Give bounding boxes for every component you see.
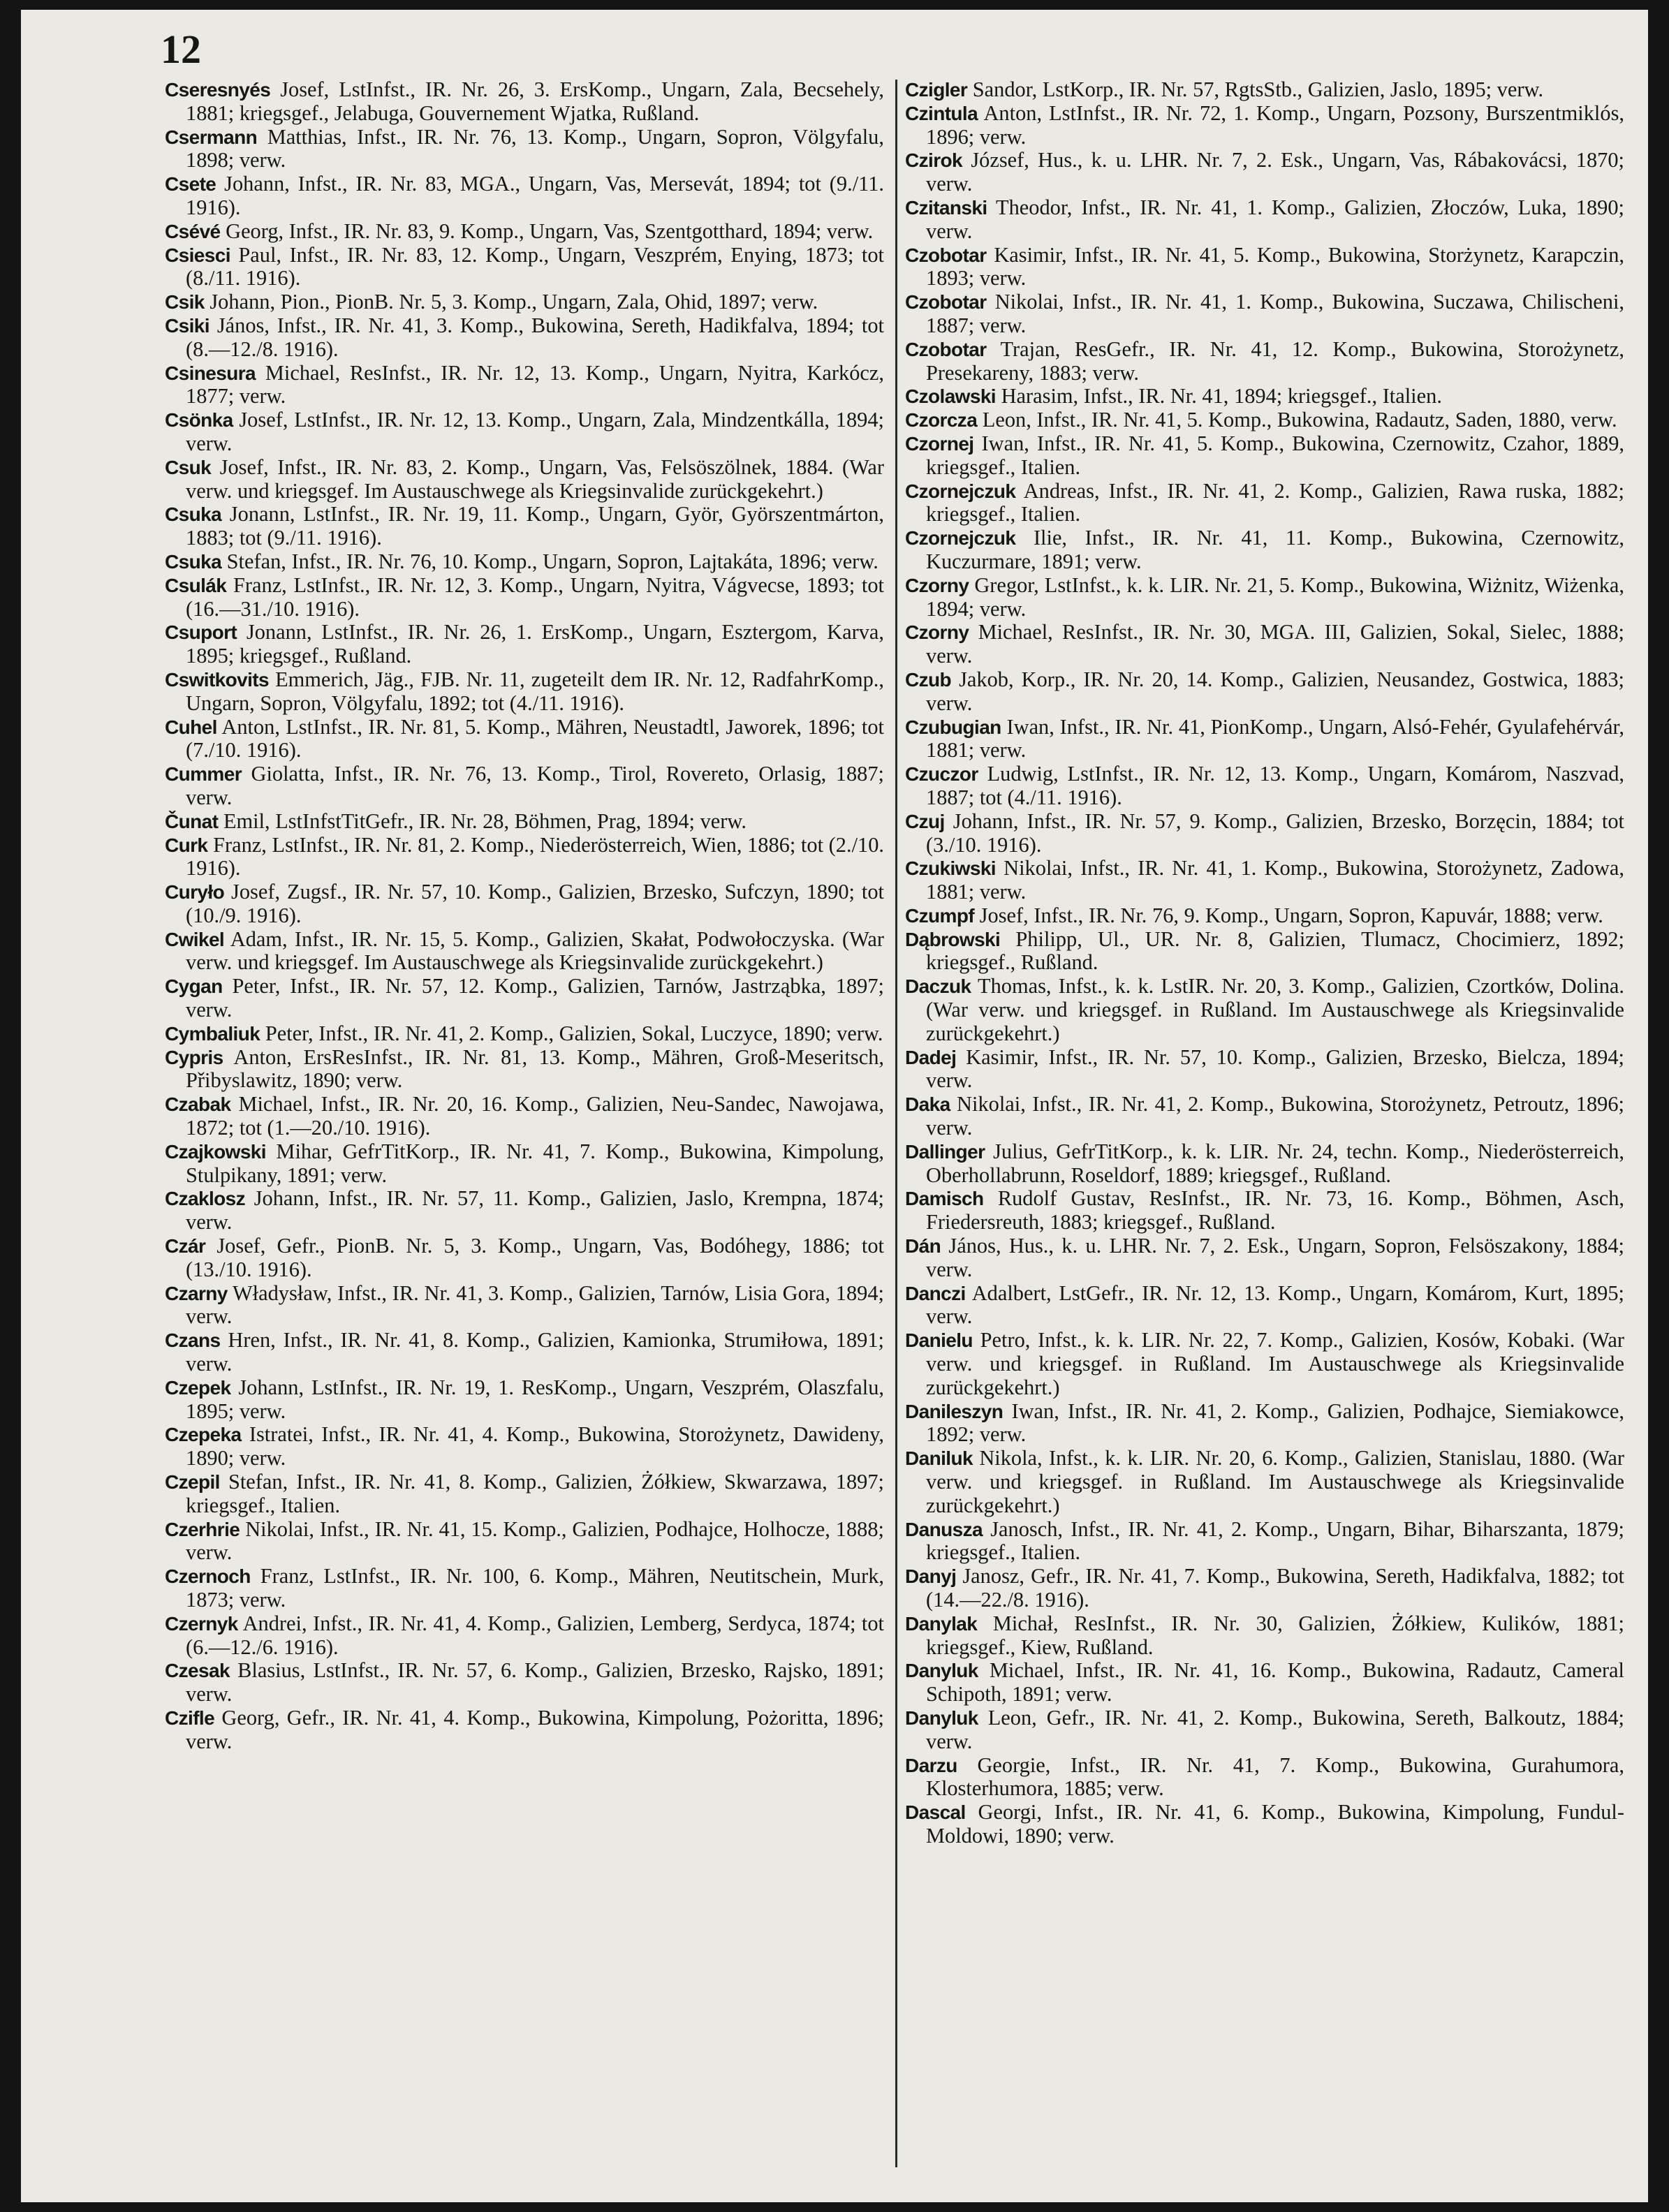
roll-entry: [905, 1447, 1624, 1517]
roll-entry: [165, 408, 884, 456]
roll-entry: [905, 928, 1624, 975]
entry-details: Adam, Infst., IR. Nr. 15, 5. Komp., Galizien, Skałat, Podwołoczyska. (War verw. und kriegsgef. Im Austauschwege als Kriegsinvalide zurückgekehrt.): [186, 927, 884, 975]
entry-details: Anton, ErsResInfst., IR. Nr. 81, 13. Komp., Mähren, Groß-Meseritsch, Přibyslawitz, 1890; verw.: [186, 1045, 884, 1093]
entry-surname: Csulák: [165, 574, 227, 596]
entry-details: Emil, LstInfstTitGefr., IR. Nr. 28, Böhmen, Prag, 1894; verw.: [223, 809, 747, 833]
roll-entry: [905, 432, 1624, 480]
entry-surname: Czitanski: [905, 196, 987, 219]
entry-details: Janosch, Infst., IR. Nr. 41, 2. Komp., Ungarn, Bihar, Biharszanta, 1879; kriegsgef., Italien.: [926, 1517, 1624, 1565]
entry-surname: Darzu: [905, 1754, 957, 1776]
roll-entry: [165, 172, 884, 220]
entry-surname: Czabak: [165, 1093, 231, 1116]
roll-entry: [165, 1518, 884, 1565]
entry-details: Josef, Gefr., PionB. Nr. 5, 3. Komp., Ungarn, Vas, Bodóhegy, 1886; tot (13./10. 1916).: [186, 1234, 884, 1281]
entry-surname: Czepek: [165, 1376, 231, 1399]
entry-surname: Czepil: [165, 1471, 220, 1494]
entry-details: Georg, Gefr., IR. Nr. 41, 4. Komp., Bukowina, Kimpolung, Pożoritta, 1896; verw.: [186, 1705, 884, 1753]
entry-details: Julius, GefrTitKorp., k. k. LIR. Nr. 24, techn. Komp., Niederösterreich, Oberhollabrunn, Roseldorf, 1889; kriegsgef., Rußland.: [926, 1139, 1624, 1187]
entry-surname: Cymbaliuk: [165, 1022, 260, 1045]
entry-surname: Czirok: [905, 149, 962, 172]
roll-entry: [165, 668, 884, 716]
entry-details: Michael, ResInfst., IR. Nr. 12, 13. Komp., Ungarn, Nyitra, Karkócz, 1877; verw.: [186, 360, 884, 408]
entry-details: Josef, LstInfst., IR. Nr. 26, 3. ErsKomp., Ungarn, Zala, Becsehely, 1881; kriegsgef., Jelabuga, Gouvernement Wjatka, Rußland.: [186, 78, 884, 125]
entry-details: Johann, Pion., PionB. Nr. 5, 3. Komp., Ungarn, Zala, Ohid, 1897; verw.: [209, 290, 818, 314]
roll-entry: [165, 1470, 884, 1518]
roll-entry: [165, 975, 884, 1022]
entry-details: János, Infst., IR. Nr. 41, 3. Komp., Bukowina, Sereth, Hadikfalva, 1894; tot (8.—12./8. 1916).: [186, 313, 884, 361]
entry-details: Georgi, Infst., IR. Nr. 41, 6. Komp., Bukowina, Kimpolung, Fundul-Moldowi, 1890; verw.: [926, 1800, 1624, 1848]
entry-details: Georg, Infst., IR. Nr. 83, 9. Komp., Ungarn, Vas, Szentgotthard, 1894; verw.: [226, 219, 874, 243]
entry-details: Leon, Infst., IR. Nr. 41, 5. Komp., Bukowina, Radautz, Saden, 1880, verw.: [982, 408, 1617, 432]
entry-surname: Csinesura: [165, 362, 256, 384]
entry-surname: Czuczor: [905, 763, 978, 786]
entry-surname: Damisch: [905, 1188, 984, 1210]
roll-entry: [905, 904, 1624, 928]
roll-entry: [905, 526, 1624, 574]
scanned-page: [21, 10, 1648, 2202]
entry-details: Franz, LstInfst., IR. Nr. 12, 3. Komp., Ungarn, Nyitra, Vágvecse, 1893; tot (16.—31./10. 1916).: [186, 573, 884, 621]
roll-entry: [905, 480, 1624, 527]
entry-surname: Csik: [165, 291, 205, 314]
entry-surname: Cygan: [165, 975, 223, 998]
entry-surname: Dąbrowski: [905, 928, 1001, 950]
roll-entry: [905, 1234, 1624, 1282]
entry-details: Anton, LstInfst., IR. Nr. 81, 5. Komp., Mähren, Neustadtl, Jaworek, 1896; tot (7./10. 1916).: [186, 714, 884, 762]
entry-surname: Czifle: [165, 1706, 215, 1729]
entry-surname: Czobotar: [905, 244, 987, 266]
entry-surname: Czorny: [905, 574, 969, 596]
entry-surname: Czepeka: [165, 1424, 242, 1446]
roll-entry: [165, 1140, 884, 1188]
roll-entry: [165, 716, 884, 763]
entry-surname: Dán: [905, 1235, 941, 1258]
roll-entry: [165, 810, 884, 834]
entry-details: Iwan, Infst., IR. Nr. 41, 2. Komp., Galizien, Podhajce, Siemiakowce, 1892; verw.: [926, 1399, 1624, 1447]
column-divider: [895, 80, 897, 2167]
roll-entry: [905, 1046, 1624, 1093]
entry-details: Thomas, Infst., k. k. LstIR. Nr. 20, 3. Komp., Galizien, Czortków, Dolina. (War verw. und kriegsgef. in Rußland. Im Austauschwege als Kriegsinvalide zurückgekehrt.): [926, 974, 1624, 1045]
roll-entry: [165, 574, 884, 621]
entry-details: Trajan, ResGefr., IR. Nr. 41, 12. Komp., Bukowina, Storożynetz, Presekareny, 1883; verw.: [926, 337, 1624, 385]
entry-details: Peter, Infst., IR. Nr. 57, 12. Komp., Galizien, Tarnów, Jastrząbka, 1897; verw.: [186, 974, 884, 1022]
entry-surname: Danyluk: [905, 1660, 978, 1682]
entry-details: Georgie, Infst., IR. Nr. 41, 7. Komp., Bukowina, Gurahumora, Klosterhumora, 1885; verw.: [926, 1753, 1624, 1801]
entry-surname: Cuhel: [165, 716, 217, 738]
entry-details: Nikola, Infst., k. k. LIR. Nr. 20, 6. Komp., Galizien, Stanislau, 1880. (War verw. und kriegsgef. in Rußland. Im Austauschwege als Kriegsinvalide zurückgekehrt.): [926, 1446, 1624, 1517]
entry-details: Rudolf Gustav, ResInfst., IR. Nr. 73, 16. Komp., Böhmen, Asch, Friedersreuth, 1883; kriegsgef., Rußland.: [926, 1186, 1624, 1234]
entry-details: Jonann, LstInfst., IR. Nr. 19, 11. Komp., Ungarn, Györ, Györszentmárton, 1883; tot (9./11. 1916).: [186, 502, 884, 550]
entry-surname: Danylak: [905, 1612, 978, 1635]
entry-surname: Czubugian: [905, 716, 1001, 738]
entry-surname: Czub: [905, 668, 952, 691]
roll-entry: [165, 1234, 884, 1282]
entry-details: Iwan, Infst., IR. Nr. 41, PionKomp., Ungarn, Alsó-Fehér, Gyulafehérvár, 1881; verw.: [926, 714, 1624, 762]
entry-surname: Czuj: [905, 810, 945, 832]
roll-entry: [165, 220, 884, 244]
entry-details: József, Hus., k. u. LHR. Nr. 7, 2. Esk., Ungarn, Vas, Rábakovácsi, 1870; verw.: [926, 148, 1624, 196]
entry-details: Josef, Infst., IR. Nr. 76, 9. Komp., Ungarn, Sopron, Kapuvár, 1888; verw.: [979, 903, 1603, 927]
entry-details: Michael, Infst., IR. Nr. 20, 16. Komp., Galizien, Neu-Sandec, Nawojawa, 1872; tot (1.—20./10. 1916).: [186, 1092, 884, 1140]
entry-details: Josef, Infst., IR. Nr. 83, 2. Komp., Ungarn, Vas, Felsöszölnek, 1884. (War verw. und kriegsgef. Im Austauschwege als Kriegsinvalide zurückgekehrt.): [186, 455, 884, 503]
roll-entry: [165, 1659, 884, 1706]
entry-surname: Csiesci: [165, 244, 230, 266]
entry-details: Hren, Infst., IR. Nr. 41, 8. Komp., Galizien, Kamionka, Strumiłowa, 1891; verw.: [186, 1328, 884, 1376]
roll-entry: [165, 1046, 884, 1093]
roll-entry: [905, 1400, 1624, 1447]
entry-details: Giolatta, Infst., IR. Nr. 76, 13. Komp., Tirol, Rovereto, Orlasig, 1887; verw.: [186, 762, 884, 809]
roll-entry: [905, 810, 1624, 857]
entry-details: Johann, LstInfst., IR. Nr. 19, 1. ResKomp., Ungarn, Veszprém, Olaszfalu, 1895; verw.: [186, 1375, 884, 1423]
entry-details: Kasimir, Infst., IR. Nr. 57, 10. Komp., Galizien, Brzesko, Bielcza, 1894; verw.: [926, 1045, 1624, 1093]
entry-details: Jonann, LstInfst., IR. Nr. 26, 1. ErsKomp., Ungarn, Esztergom, Karva, 1895; kriegsgef., Rußland.: [186, 620, 884, 668]
roll-entry: [165, 1612, 884, 1660]
entry-surname: Czans: [165, 1329, 221, 1352]
entry-details: Kasimir, Infst., IR. Nr. 41, 5. Komp., Bukowina, Storżynetz, Karapczin, 1893; verw.: [926, 242, 1624, 290]
entry-details: Philipp, Ul., UR. Nr. 8, Galizien, Tlumacz, Chocimierz, 1892; kriegsgef., Rußland.: [926, 927, 1624, 975]
roll-entry: [905, 196, 1624, 244]
entry-surname: Czajkowski: [165, 1140, 266, 1163]
roll-entry: [905, 244, 1624, 291]
roll-entry: [165, 1423, 884, 1470]
entry-surname: Danyluk: [905, 1706, 978, 1729]
roll-entry: [165, 1187, 884, 1234]
entry-details: Emmerich, Jäg., FJB. Nr. 11, zugeteilt dem IR. Nr. 12, RadfahrKomp., Ungarn, Sopron, Völgyfalu, 1892; tot (4./11. 1916).: [186, 667, 884, 715]
roll-entry: [165, 78, 884, 126]
entry-details: Franz, LstInfst., IR. Nr. 81, 2. Komp., Niederösterreich, Wien, 1886; tot (2./10. 1916).: [186, 832, 884, 880]
entry-surname: Danczi: [905, 1282, 966, 1304]
roll-entry: [165, 1565, 884, 1612]
roll-entry: [165, 126, 884, 173]
entry-surname: Czorcza: [905, 409, 978, 432]
roll-entry: [165, 928, 884, 975]
roll-entry: [905, 1329, 1624, 1399]
entry-surname: Cummer: [165, 763, 242, 786]
entry-surname: Czobotar: [905, 338, 987, 360]
entry-surname: Cseresnyés: [165, 79, 271, 101]
roll-entry: [905, 78, 1624, 102]
entry-details: Janosz, Gefr., IR. Nr. 41, 7. Komp., Bukowina, Sereth, Hadikfalva, 1882; tot (14.—22./8. 1916).: [926, 1564, 1624, 1612]
entry-details: Ludwig, LstInfst., IR. Nr. 12, 13. Komp., Ungarn, Komárom, Naszvad, 1887; tot (4./11. 1916).: [926, 762, 1624, 809]
entry-surname: Czernoch: [165, 1565, 251, 1588]
entry-details: Petro, Infst., k. k. LIR. Nr. 22, 7. Komp., Galizien, Kosów, Kobaki. (War verw. und kriegsgef. in Rußland. Im Austauschwege als Kriegsinvalide zurückgekehrt.): [926, 1328, 1624, 1399]
roll-entry: [905, 1565, 1624, 1612]
roll-entry: [905, 621, 1624, 668]
entry-details: Leon, Gefr., IR. Nr. 41, 2. Komp., Bukowina, Sereth, Balkoutz, 1884; verw.: [926, 1705, 1624, 1753]
entry-surname: Danusza: [905, 1518, 983, 1540]
roll-entry: [165, 1706, 884, 1754]
entry-details: Michał, ResInfst., IR. Nr. 30, Galizien, Żółkiew, Kulików, 1881; kriegsgef., Kiew, Rußland.: [926, 1611, 1624, 1659]
entry-surname: Czumpf: [905, 904, 975, 927]
entry-details: Blasius, LstInfst., IR. Nr. 57, 6. Komp., Galizien, Brzesko, Rajsko, 1891; verw.: [186, 1658, 884, 1706]
entry-details: Nikolai, Infst., IR. Nr. 41, 1. Komp., Bukowina, Suczawa, Chilischeni, 1887; verw.: [926, 290, 1624, 337]
entry-details: Sandor, LstKorp., IR. Nr. 57, RgtsStb., Galizien, Jaslo, 1895; verw.: [972, 78, 1544, 101]
entry-details: János, Hus., k. u. LHR. Nr. 7, 2. Esk., Ungarn, Sopron, Felsöszakony, 1884; verw.: [926, 1234, 1624, 1281]
entry-surname: Czorny: [905, 621, 969, 644]
entry-surname: Csévé: [165, 220, 221, 242]
entry-details: Matthias, Infst., IR. Nr. 76, 13. Komp., Ungarn, Sopron, Völgyfalu, 1898; verw.: [186, 124, 884, 172]
entry-details: Stefan, Infst., IR. Nr. 41, 8. Komp., Galizien, Żółkiew, Skwarzawa, 1897; kriegsgef., Italien.: [186, 1470, 884, 1517]
page-number: 12: [161, 27, 201, 72]
entry-details: Iwan, Infst., IR. Nr. 41, 5. Komp., Bukowina, Czernowitz, Czahor, 1889, kriegsgef., Italien.: [926, 431, 1624, 479]
roll-entry: [165, 621, 884, 668]
entry-surname: Czár: [165, 1235, 206, 1258]
roll-entry: [905, 149, 1624, 196]
roll-entry: [165, 362, 884, 409]
entry-details: Michael, ResInfst., IR. Nr. 30, MGA. III, Galizien, Sokal, Sielec, 1888; verw.: [926, 620, 1624, 668]
entry-surname: Csuka: [165, 503, 222, 526]
roll-entry: [905, 102, 1624, 149]
entry-surname: Csuk: [165, 456, 212, 478]
entry-surname: Czornej: [905, 432, 974, 455]
roll-entry: [165, 1093, 884, 1140]
roll-entry: [905, 1518, 1624, 1565]
entry-details: Nikolai, Infst., IR. Nr. 41, 1. Komp., Bukowina, Storożynetz, Zadowa, 1881; verw.: [926, 856, 1624, 904]
roll-entry: [165, 880, 884, 928]
roll-entry: [165, 762, 884, 810]
entry-details: Josef, LstInfst., IR. Nr. 12, 13. Komp., Ungarn, Zala, Mindzentkálla, 1894; verw.: [186, 408, 884, 455]
entry-surname: Curyło: [165, 881, 225, 904]
entry-surname: Dallinger: [905, 1140, 985, 1163]
entry-details: Anton, LstInfst., IR. Nr. 72, 1. Komp., Ungarn, Pozsony, Burszentmiklós, 1896; verw.: [926, 101, 1624, 149]
entry-details: Johann, Infst., IR. Nr. 57, 9. Komp., Galizien, Brzesko, Borzęcin, 1884; tot (3./10. 1916).: [926, 809, 1624, 857]
entry-details: Andreas, Infst., IR. Nr. 41, 2. Komp., Galizien, Rawa ruska, 1882; kriegsgef., Italien.: [926, 478, 1624, 526]
roll-entry: [905, 290, 1624, 338]
roll-entry: [165, 456, 884, 503]
entry-details: Johann, Infst., IR. Nr. 83, MGA., Ungarn, Vas, Mersevát, 1894; tot (9./11. 1916).: [186, 172, 884, 219]
entry-details: Franz, LstInfst., IR. Nr. 100, 6. Komp., Mähren, Neutitschein, Murk, 1873; verw.: [186, 1564, 884, 1612]
roll-entry: [905, 574, 1624, 621]
entry-surname: Dascal: [905, 1801, 966, 1824]
entry-details: Nikolai, Infst., IR. Nr. 41, 15. Komp., Galizien, Podhajce, Holhocze, 1888; verw.: [186, 1517, 884, 1565]
roll-entry: [905, 975, 1624, 1045]
roll-entry: [165, 503, 884, 550]
entry-details: Paul, Infst., IR. Nr. 83, 12. Komp., Ungarn, Veszprém, Enying, 1873; tot (8./11. 1916).: [186, 242, 884, 290]
entry-surname: Czornejczuk: [905, 527, 1016, 550]
entry-surname: Daniluk: [905, 1447, 973, 1470]
entry-surname: Czornejczuk: [905, 480, 1016, 502]
entry-details: Peter, Infst., IR. Nr. 41, 2. Komp., Galizien, Sokal, Luczyce, 1890; verw.: [265, 1021, 883, 1045]
entry-surname: Daka: [905, 1093, 950, 1116]
roll-entry: [905, 1801, 1624, 1848]
entry-details: Ilie, Infst., IR. Nr. 41, 11. Komp., Bukowina, Czernowitz, Kuczurmare, 1891; verw.: [926, 526, 1624, 573]
entry-details: Gregor, LstInfst., k. k. LIR. Nr. 21, 5. Komp., Bukowina, Wiżnitz, Wiżenka, 1894; verw.: [926, 573, 1624, 621]
roll-entry: [905, 385, 1624, 408]
entry-surname: Dadej: [905, 1046, 957, 1068]
entry-surname: Daczuk: [905, 975, 971, 998]
entry-surname: Czolawski: [905, 385, 996, 408]
entry-details: Harasim, Infst., IR. Nr. 41, 1894; kriegsgef., Italien.: [1001, 384, 1442, 408]
roll-entry: [905, 1612, 1624, 1660]
entry-surname: Csiki: [165, 314, 209, 337]
entry-details: Johann, Infst., IR. Nr. 57, 11. Komp., Galizien, Jaslo, Krempna, 1874; verw.: [186, 1186, 884, 1234]
roll-entry: [165, 1022, 884, 1046]
entry-surname: Czukiwski: [905, 857, 996, 880]
entry-surname: Czesak: [165, 1660, 230, 1682]
entry-details: Josef, Zugsf., IR. Nr. 57, 10. Komp., Galizien, Brzesko, Sufczyn, 1890; tot (10./9. 1916).: [186, 880, 884, 927]
roll-entry: [905, 1659, 1624, 1706]
left-column: [165, 78, 884, 2180]
roll-entry: [905, 1187, 1624, 1234]
entry-surname: Csuka: [165, 550, 222, 573]
entry-details: Theodor, Infst., IR. Nr. 41, 1. Komp., Galizien, Złoczów, Luka, 1890; verw.: [926, 195, 1624, 243]
entry-surname: Czerhrie: [165, 1518, 240, 1540]
entry-surname: Danileszyn: [905, 1400, 1003, 1422]
roll-entry: [905, 668, 1624, 716]
right-column: [905, 78, 1624, 2180]
entry-surname: Cypris: [165, 1046, 223, 1068]
roll-entry: [905, 338, 1624, 385]
entry-surname: Czobotar: [905, 291, 987, 314]
entry-details: Michael, Infst., IR. Nr. 41, 16. Komp., Bukowina, Radautz, Cameral Schipoth, 1891; verw.: [926, 1658, 1624, 1706]
roll-entry: [905, 1706, 1624, 1754]
entry-details: Jakob, Korp., IR. Nr. 20, 14. Komp., Galizien, Neusandez, Gostwica, 1883; verw.: [926, 667, 1624, 715]
entry-details: Nikolai, Infst., IR. Nr. 41, 2. Komp., Bukowina, Storożynetz, Petroutz, 1896; verw.: [926, 1092, 1624, 1140]
roll-entry: [165, 1282, 884, 1329]
entry-surname: Czaklosz: [165, 1188, 246, 1210]
roll-entry: [905, 1140, 1624, 1188]
entry-surname: Czintula: [905, 102, 978, 124]
roll-entry: [905, 762, 1624, 810]
entry-surname: Čunat: [165, 810, 219, 832]
entry-details: Władysław, Infst., IR. Nr. 41, 3. Komp., Galizien, Tarnów, Lisia Gora, 1894; verw.: [186, 1281, 884, 1329]
roll-entry: [905, 1754, 1624, 1801]
entry-details: Mihar, GefrTitKorp., IR. Nr. 41, 7. Komp., Bukowina, Kimpolung, Stulpikany, 1891; verw.: [186, 1139, 884, 1187]
entry-surname: Csete: [165, 173, 216, 196]
entry-surname: Czarny: [165, 1282, 228, 1304]
entry-surname: Csuport: [165, 621, 237, 644]
entry-surname: Csönka: [165, 409, 233, 432]
entry-surname: Czigler: [905, 79, 968, 101]
entry-details: Istratei, Infst., IR. Nr. 41, 4. Komp., Bukowina, Storożynetz, Dawideny, 1890; verw.: [186, 1422, 884, 1470]
roll-entry: [165, 290, 884, 314]
entry-surname: Csermann: [165, 126, 258, 148]
roll-entry: [905, 1282, 1624, 1329]
entry-surname: Cswitkovits: [165, 668, 269, 691]
roll-entry: [905, 1093, 1624, 1140]
roll-entry: [165, 550, 884, 574]
roll-entry: [905, 857, 1624, 904]
entry-details: Adalbert, LstGefr., IR. Nr. 12, 13. Komp., Ungarn, Komárom, Kurt, 1895; verw.: [926, 1281, 1624, 1329]
entry-surname: Cwikel: [165, 928, 225, 950]
roll-entry: [165, 834, 884, 881]
entry-surname: Danyj: [905, 1565, 957, 1588]
roll-entry: [905, 408, 1624, 432]
roll-entry: [165, 1329, 884, 1376]
roll-entry: [165, 314, 884, 362]
entry-details: Andrei, Infst., IR. Nr. 41, 4. Komp., Galizien, Lemberg, Serdyca, 1874; tot (6.—12./6. 1916).: [186, 1611, 884, 1659]
entry-surname: Czernyk: [165, 1612, 238, 1635]
entry-details: Stefan, Infst., IR. Nr. 76, 10. Komp., Ungarn, Sopron, Lajtakáta, 1896; verw.: [226, 549, 878, 573]
roll-entry: [165, 1376, 884, 1424]
roll-entry: [905, 716, 1624, 763]
entry-surname: Danielu: [905, 1329, 973, 1352]
entry-surname: Curk: [165, 834, 208, 856]
roll-entry: [165, 244, 884, 291]
